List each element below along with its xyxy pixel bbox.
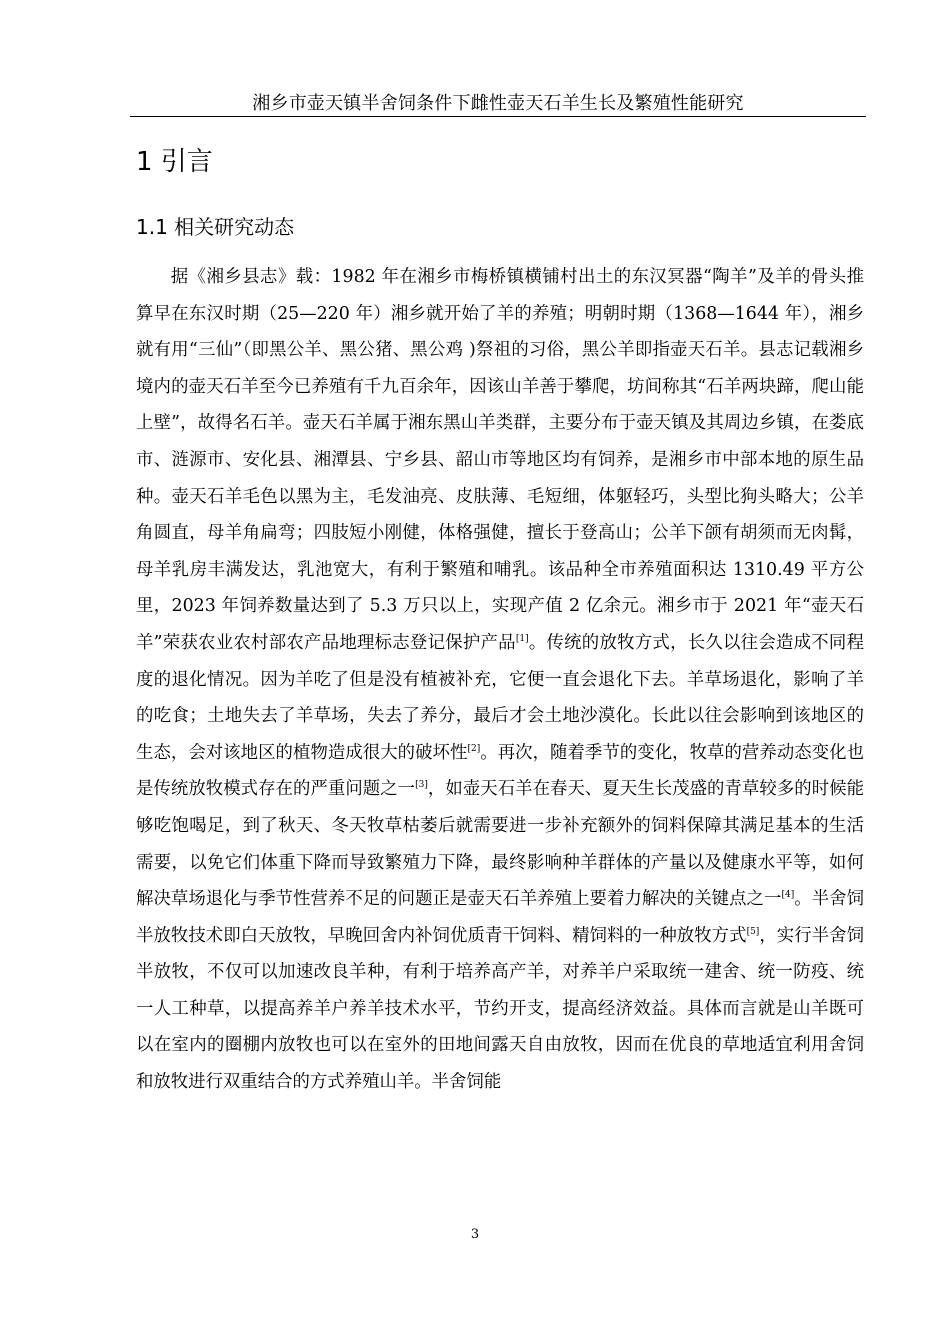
section-title: 1.1 相关研究动态 [136,215,295,239]
citation-ref: [4] [781,890,795,901]
citation-ref: [1] [515,633,529,644]
citation-ref: [3] [415,780,428,791]
header-rule [130,116,866,117]
citation-ref: [5] [746,926,760,937]
chapter-title: 1 引言 [136,147,213,177]
page-number: 3 [470,1227,480,1242]
body-paragraph [136,259,864,1101]
paragraph-text: ，如壶天石羊在春天、夏天生长茂盛的青草较多的时候能够吃饱喝足，到了秋天、冬天牧草枯萎后就需要进一步补充额外的饲料保障其满足基本的生活需要，以免它们体重下降而导致繁殖力下降，最终影响种羊群体的产量以及健康水平等，如何解决草场退化与季节性营养不足的问题正是壶天石羊养殖上要着力解决的关键点之一 [136,779,864,910]
running-header-title: 湘乡市壶天镇半舍饲条件下雌性壶天石羊生长及繁殖性能研究 [252,93,744,114]
paragraph-text: 。传统的放牧方式，长久以往会造成不同程度的退化情况。因为羊吃了但是没有植被补充，它便一直会退化下去。羊草场退化，影响了羊的吃食；土地失去了羊草场，失去了养分，最后才会土地沙漠化。长此以往会影响到该地区的生态，会对该地区的植物造成很大的破坏性 [136,632,864,763]
citation-ref: [2] [467,743,481,754]
paragraph-text: 据《湘乡县志》载：1982 年在湘乡市梅桥镇横铺村出土的东汉冥器“陶羊”及羊的骨头推算早在东汉时期（25—220 年）湘乡就开始了羊的养殖；明朝时期（1368—1644 年），湘乡就有用“三仙”（即黑公羊、黑公猪、黑公鸡 )祭祖的习俗，黑公羊即指壶天石羊。县志记载湘乡境内的壶天石羊至今已养殖有千九百余年，因该山羊善于攀爬，坊间称其“石羊两块蹄，爬山能上壁”，故得名石羊。壶天石羊属于湘东黑山羊类群，主要分布于壶天镇及其周边乡镇，在娄底市、涟源市、安化县、湘潭县、宁乡县、韶山市等地区均有饲养，是湘乡市中部本地的原生品种。壶天石羊毛色以黑为主，毛发油亮、皮肤薄、毛短细，体躯轻巧，头型比狗头略大；公羊角圆直，母羊角扁弯；四肢短小刚健，体格强健，擅长于登高山；公羊下颌有胡须而无肉髯，母羊乳房丰满发达，乳池宽大，有利于繁殖和哺乳。该品种全市养殖面积达 1310.49 平方公里，2023 年饲养数量达到了 5.3 万只以上，实现产值 2 亿余元。湘乡市于 2021 年“壶天石羊”荣获农业农村部农产品地理标志登记保护产品 [136,267,864,653]
paragraph-text: 。再次，随着季节的变化，牧草的营养动态变化也是传统放牧模式存在的严重问题之一 [136,742,864,800]
paragraph-text: ，实行半舍饲半放牧，不仅可以加速改良羊种，有利于培养高产羊，对养羊户采取统一建舍、统一防疫、统一人工种草，以提高养羊户养羊技术水平，节约开支，提高经济效益。具体而言就是山羊既可以在室内的圈棚内放牧也可以在室外的田地间露天自由放牧，因而在优良的草地适宜利用舍饲和放牧进行双重结合的方式养殖山羊。半舍饲能 [136,925,864,1093]
paragraph-text: 。半舍饲半放牧技术即白天放牧，早晚回舍内补饲优质青干饲料、精饲料的一种放牧方式 [136,889,864,946]
